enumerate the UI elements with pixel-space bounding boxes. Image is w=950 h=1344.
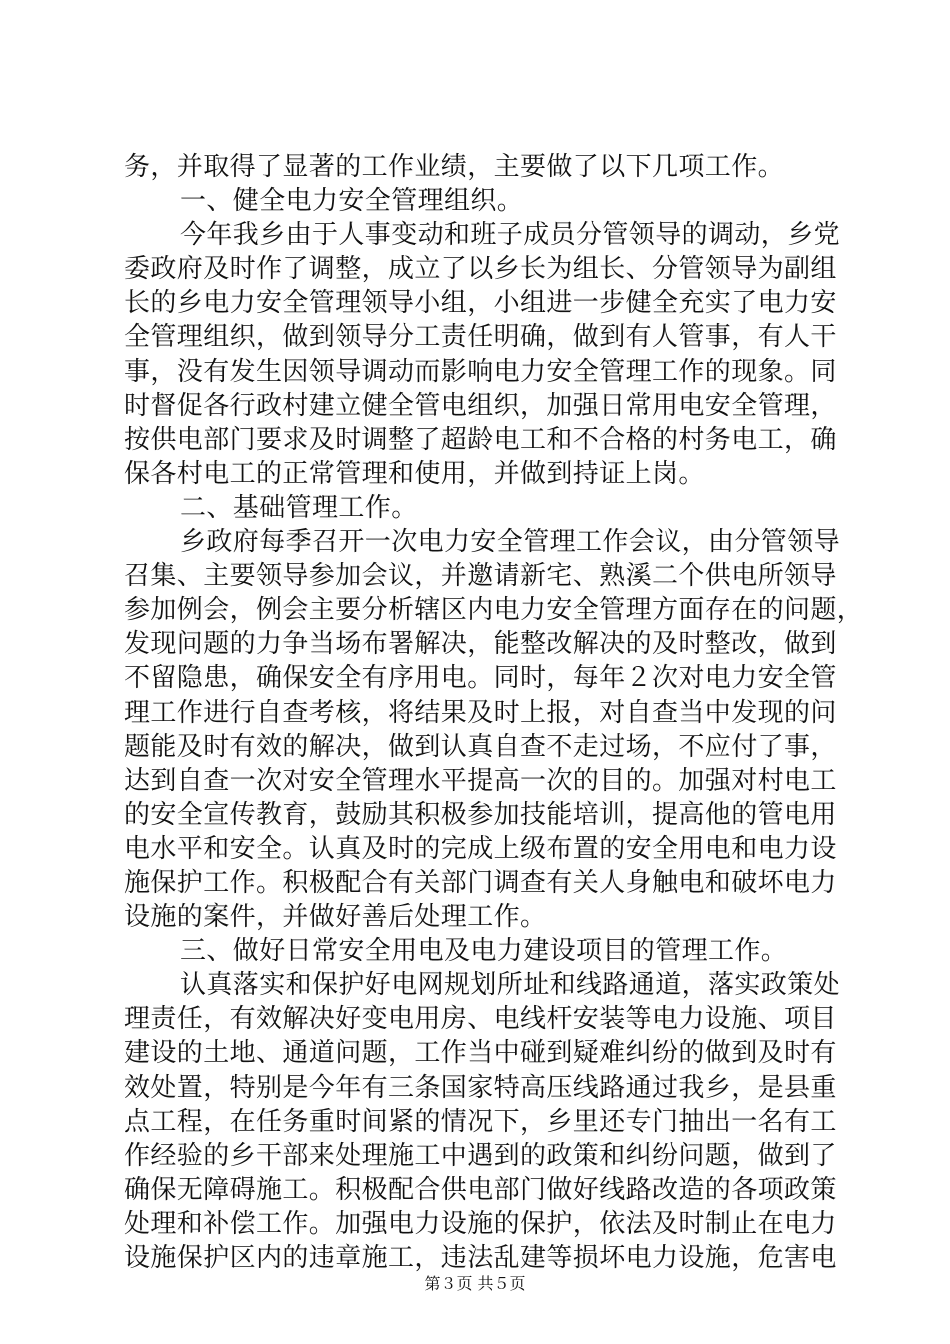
text-line: 今年我乡由于人事变动和班子成员分管领导的调动，乡党 — [180, 220, 841, 251]
document-body — [124, 150, 864, 1275]
text-line: 确保无障碍施工。积极配合供电部门做好线路改造的各项政策 — [124, 1174, 837, 1205]
text-line: 达到自查一次对安全管理水平提高一次的目的。加强对村电工 — [124, 765, 837, 796]
text-line: 点工程，在任务重时间紧的情况下，乡里还专门抽出一名有工 — [124, 1106, 837, 1137]
text-line: 理工作进行自查考核，将结果及时上报，对自查当中发现的问 — [124, 697, 837, 728]
text-line: 参加例会，例会主要分析辖区内电力安全管理方面存在的问题， — [124, 595, 864, 626]
text-line: 时督促各行政村建立健全管电组织，加强日常用电安全管理， — [124, 390, 837, 421]
text-line: 务，并取得了显著的工作业绩，主要做了以下几项工作。 — [124, 152, 785, 182]
text-line: 发现问题的力争当场布署解决，能整改解决的及时整改，做到 — [124, 629, 837, 660]
text-line: 理责任，有效解决好变电用房、电线杆安装等电力设施、项目 — [124, 1004, 837, 1035]
text-line: 作经验的乡干部来处理施工中遇到的政策和纠纷问题，做到了 — [124, 1140, 837, 1171]
text-line: 乡政府每季召开一次电力安全管理工作会议，由分管领导 — [180, 527, 841, 558]
text-line: 认真落实和保护好电网规划所址和线路通道，落实政策处 — [180, 970, 841, 1001]
text-line: 施保护工作。积极配合有关部门调查有关人身触电和破坏电力 — [124, 867, 837, 898]
text-line: 建设的土地、通道问题，工作当中碰到疑难纠纷的做到及时有 — [124, 1038, 837, 1069]
text-line: 的安全宣传教育，鼓励其积极参加技能培训，提高他的管电用 — [124, 799, 837, 830]
text-line: 不留隐患，确保安全有序用电。同时，每年２次对电力安全管 — [124, 663, 837, 694]
text-line: 按供电部门要求及时调整了超龄电工和不合格的村务电工，确 — [124, 424, 837, 455]
text-line: 设施保护区内的违章施工，违法乱建等损坏电力设施，危害电 — [124, 1243, 837, 1273]
section-heading: 三、做好日常安全用电及电力建设项目的管理工作。 — [180, 936, 788, 967]
page-footer: 第３页 共５页 — [424, 1274, 526, 1293]
text-line: 题能及时有效的解决，做到认真自查不走过场，不应付了事， — [124, 731, 837, 762]
text-line: 处理和补偿工作。加强电力设施的保护，依法及时制止在电力 — [124, 1208, 837, 1239]
text-line: 全管理组织，做到领导分工责任明确，做到有人管事，有人干 — [124, 322, 837, 353]
text-line: 长的乡电力安全管理领导小组，小组进一步健全充实了电力安 — [124, 288, 837, 319]
section-heading: 二、基础管理工作。 — [180, 492, 418, 523]
text-line: 事，没有发生因领导调动而影响电力安全管理工作的现象。同 — [124, 356, 837, 387]
text-line: 效处置，特别是今年有三条国家特高压线路通过我乡，是县重 — [124, 1072, 837, 1103]
text-line: 保各村电工的正常管理和使用，并做到持证上岗。 — [124, 458, 705, 489]
text-line: 召集、主要领导参加会议，并邀请新宅、熟溪二个供电所领导 — [124, 561, 837, 592]
text-line: 设施的案件，并做好善后处理工作。 — [124, 902, 547, 933]
text-line: 委政府及时作了调整，成立了以乡长为组长、分管领导为副组 — [124, 254, 837, 285]
text-line: 电水平和安全。认真及时的完成上级布置的安全用电和电力设 — [124, 833, 837, 864]
section-heading: 一、健全电力安全管理组织。 — [180, 186, 524, 217]
